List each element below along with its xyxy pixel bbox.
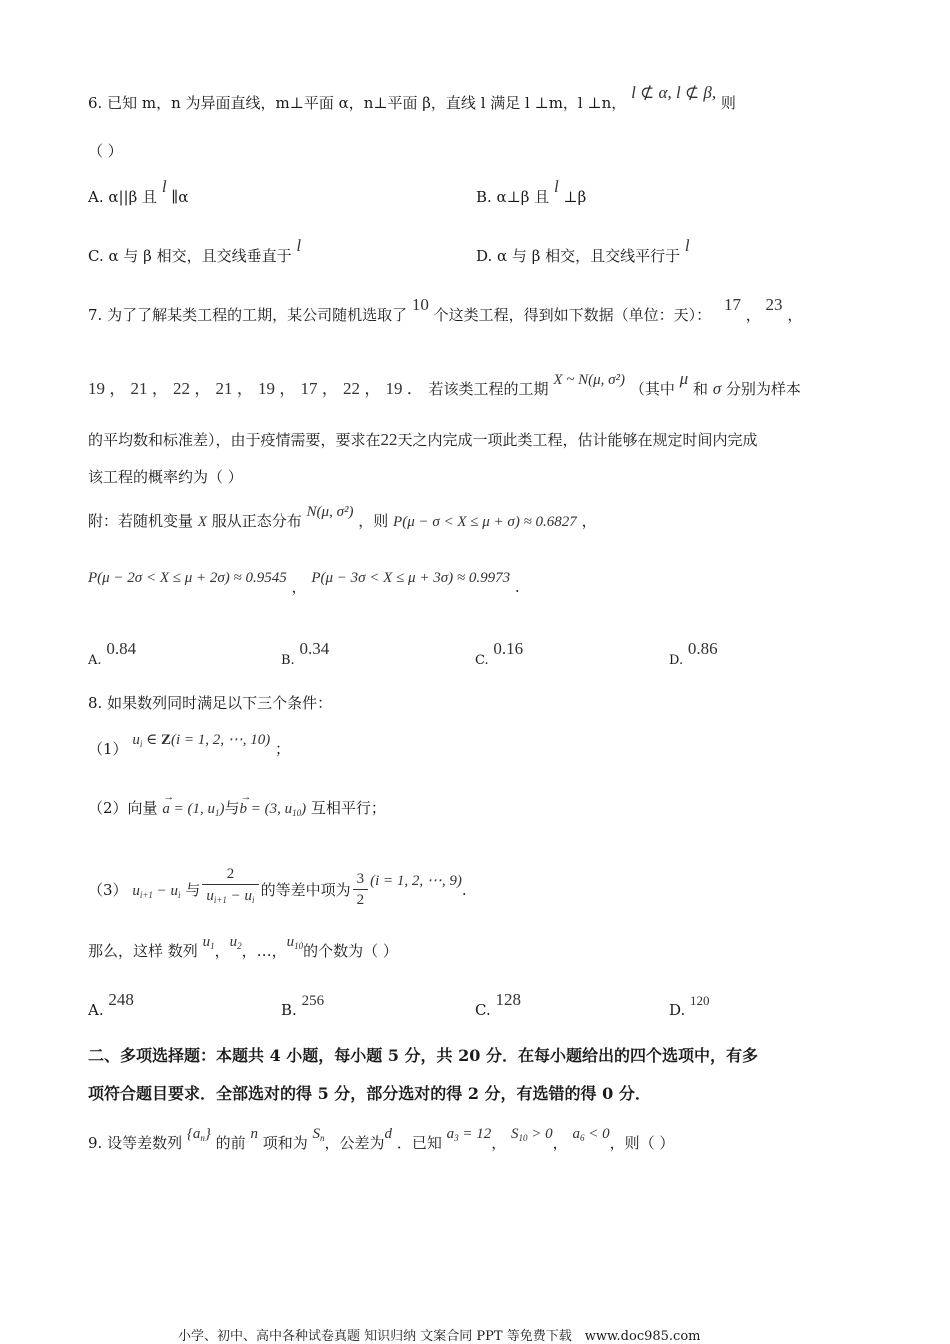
q8-c2-sub10: 10 [292,808,302,818]
q7-prob-end: . [514,578,520,596]
q7-option-d [669,639,718,671]
q8-c3-minus: − u [152,883,179,899]
q8-c3-fden: 2 [356,891,365,908]
vector-arrow-icon-b: → [240,791,252,803]
q7-option-c [475,639,524,671]
q8-c3-label: （3） [88,881,128,899]
q7-option-b-letter: B. [281,653,295,668]
q9-a: 9. 设等差数列 [88,1134,183,1152]
q6-stem-line [88,83,736,113]
q6-option-d-text: D. α 与 β 相交，且交线平行于 [476,247,681,265]
q8-ask-s1: 1 [210,941,215,951]
q6-option-d [476,236,690,266]
q8-ask-u10: u [286,934,295,950]
q8-ask-dots: ，…， [241,942,287,960]
q7-prob-2: P(μ − 2σ < X ≤ μ + 2σ) ≈ 0.9545 [88,570,287,586]
q8-condition-2 [88,791,386,823]
q9-a6-s: 6 [579,1133,585,1143]
q9-a3-s: 3 [454,1133,459,1143]
q8-c2-close-a: ) [219,801,225,817]
q7-comma: ， [745,306,761,324]
q6-condition: l ⊄ α, l ⊄ β, [631,83,717,102]
q6-option-b [476,177,587,207]
q7-appx-a: 附：若随机变量 [88,512,194,530]
q6-tail: 则 [720,94,736,112]
q8-c2-b-val: = (3, u [246,801,293,817]
q9-s10-v: > 0 [527,1126,553,1142]
q6-option-a-l: l [161,177,167,196]
q8-ask-a: 那么，这样 数列 [88,942,198,960]
q7-option-d-value: 0.86 [687,639,718,658]
q9-a6-v: < 0 [584,1126,610,1142]
q6-paren: （ ） [88,142,123,160]
q7-appx-c: ，则 [358,512,389,530]
q6-stem: 6. 已知 m，n 为异面直线，m⊥平面 α，n⊥平面 β，直线 l 满足 l ⊥m，l ⊥n， [88,94,627,112]
q9-seq-n: n [200,1133,205,1143]
q9-b: 的前 [215,1134,246,1152]
q8-option-d-letter: D. [669,1001,686,1019]
q7-data-1: 17 [723,295,741,314]
q7-22: 22 [380,430,398,449]
q9-sep-1: ， [491,1134,507,1152]
q8-c3-fraction [202,864,258,910]
q8-c1-end: ； [275,740,291,758]
q8-c3-den-subi: i [252,895,255,905]
q7-appx-dist: N(μ, σ²) [306,504,354,520]
q8-option-c [475,990,521,1020]
q8-c2-sub1: 1 [214,808,220,818]
q7-line3 [88,430,758,450]
q8-c3-yu: 与 [185,881,201,899]
q7-count: 10 [411,295,429,314]
q9-d-text: ，公差为 [324,1134,385,1152]
q8-option-a-letter: A. [88,1001,104,1019]
vector-arrow-icon: → [163,791,175,803]
q7-appendix-line [88,504,597,532]
q7-stem-part5: 分别为样本 [725,380,801,398]
q7-appx-b: 服从正态分布 [211,512,302,530]
q8-c1-label: （1） [88,740,128,758]
q8-c1-u: u [132,732,140,748]
q7-comma-2: ， [787,306,803,324]
q8-c1-range: (i = 1, 2, ⋯, 10) [170,732,271,748]
q8-question [88,934,398,966]
q8-ask-u1: u [202,934,211,950]
q8-option-b-value: 256 [301,993,325,1009]
q7-stem-part6a: 的平均数和标准差），由于疫情需要，要求在 [88,431,381,449]
q6-option-c-text: C. α 与 β 相交，且交线垂直于 [88,247,292,265]
q7-sigma: σ [712,379,722,398]
q8-option-b [281,993,325,1021]
q8-c1-in: ∈ [142,732,161,748]
q8-c3-subi: i [178,890,181,900]
q8-c3-mid: 的等差中项为 [260,881,351,899]
q8-c3-num: 2 [202,864,258,885]
q7-appx-x: X [197,514,207,530]
q7-stem-part2: 个这类工程，得到如下数据（单位：天）： [433,306,712,324]
q7-stem-line [88,295,803,325]
q7-question: 该工程的概率约为（ ） [88,468,243,486]
q8-ask-b: 的个数为（ ） [303,942,398,960]
q9-s10: S [511,1126,519,1142]
q8-stem: 8. 如果数列同时满足以下三个条件： [88,694,333,712]
q7-and: 和 [692,380,708,398]
q7-data-rest: 19 ， 21 ， 22 ， 21 ， 19 ， 17 ， 22 ， 19 ． [88,379,424,398]
q9-seq: {a [186,1126,201,1142]
q8-c3-sub1: i+1 [139,890,153,900]
q8-c2-label: （2）向量 [88,799,158,817]
q8-option-a-value: 248 [108,990,134,1009]
q9-seq-close: } [204,1126,211,1142]
q9-d: d [384,1126,393,1142]
q8-ask-sep: ， [214,942,230,960]
q8-option-d-value: 120 [690,993,710,1008]
q8-c3-fraction-2 [353,869,369,910]
q9-s10-s: 10 [518,1133,528,1143]
q8-option-c-letter: C. [475,1001,491,1019]
q8-c2-close-b: ) [301,801,307,817]
q9-f: ，则（ ） [609,1134,675,1152]
q7-stem-part1: 7. 为了了解某类工程的工期，某公司随机选取了 [88,306,408,324]
q8-condition-3 [88,868,467,914]
q7-option-a [88,639,137,671]
q7-prob-line [88,570,520,598]
section2-line2: 项符合题目要求．全部选对的得 5 分，部分选对的得 2 分，有选错的得 0 分． [88,1084,651,1103]
q6-option-a-post: ∥α [171,188,189,206]
q9-a3: a [446,1126,455,1142]
q7-option-b-value: 0.34 [299,639,330,658]
q6-option-b-post: ⊥β [563,188,587,206]
q8-c2-b: b [239,801,247,817]
page-footer: 小学、初中、高中各种试卷真题 知识归纳 文案合同 PPT 等免费下载 www.doc985.com [178,1329,701,1344]
q8-condition-1 [88,732,291,764]
q6-option-a [88,177,189,207]
q7-option-d-letter: D. [669,653,684,668]
q8-c3-den-sub1: i+1 [213,895,227,905]
q6-option-c-l: l [296,236,302,255]
section2-line1: 二、多项选择题：本题共 4 小题，每小题 5 分，共 20 分．在每小题给出的四个选项中，有多 [88,1046,758,1065]
q9-c: 项和为 [262,1134,308,1152]
q9-stem [88,1126,675,1158]
q8-option-a [88,990,134,1020]
q8-c2-a-val: = (1, u [169,801,215,817]
q8-ask-s2: 2 [237,941,242,951]
q7-prob-sep: ， [291,578,307,596]
q6-option-d-l: l [684,236,690,255]
q8-c2-yu: 与 [224,799,240,817]
q8-option-c-value: 128 [495,990,521,1009]
q9-a3-v: = 12 [458,1126,492,1142]
q7-option-c-value: 0.16 [493,639,524,658]
q7-prob-3: P(μ − 3σ < X ≤ μ + 3σ) ≈ 0.9973 [311,570,511,586]
q6-option-a-text: A. α||β 且 [88,188,158,206]
q9-n: n [250,1126,258,1142]
q6-option-b-l: l [554,177,559,196]
q8-c1-z: Z [160,732,171,748]
q7-stem-part4: （其中 [629,380,675,398]
q8-c2-end: 互相平行； [310,799,386,817]
q7-data-line [88,369,801,400]
q8-c3-den-minus: − u [226,888,253,904]
q8-c3-range: (i = 1, 2, ⋯, 9) [370,873,462,889]
q7-option-b [281,639,330,671]
q8-ask-u2: u [229,934,238,950]
q9-s: S [312,1126,321,1142]
q8-ask-s10: 10 [294,941,304,951]
q8-c3-fnum: 3 [353,869,369,890]
q7-prob-1: P(μ − σ < X ≤ μ + σ) ≈ 0.6827 [393,514,577,530]
q7-option-c-letter: C. [475,653,489,668]
q8-c3-u: u [132,883,140,899]
q6-option-c [88,236,302,266]
q8-c2-a: a [162,801,170,817]
q8-option-b-letter: B. [281,1001,297,1019]
q7-mu: μ [679,369,689,388]
q8-option-d [669,993,710,1021]
q8-c3-end: . [461,881,467,899]
q7-prob-1-end: ， [581,512,597,530]
q7-distribution: X ~ N(μ, σ²) [553,372,626,388]
q7-data-2: 23 [765,295,783,314]
q6-option-b-text: B. α⊥β 且 [476,188,550,206]
q9-a6: a [572,1126,580,1142]
q7-option-a-value: 0.84 [106,639,137,658]
q9-sep-2: ， [552,1134,568,1152]
q7-stem-part3: 若该类工程的工期 [428,380,549,398]
q8-c3-den-u: u [206,888,214,904]
q8-c1-sub: i [139,739,143,749]
q9-e: ．已知 [396,1134,442,1152]
q7-stem-part6b: 天之内完成一项此类工程，估计能够在规定时间内完成 [397,431,758,449]
q7-option-a-letter: A. [88,653,102,668]
q9-s-n: n [320,1133,325,1143]
